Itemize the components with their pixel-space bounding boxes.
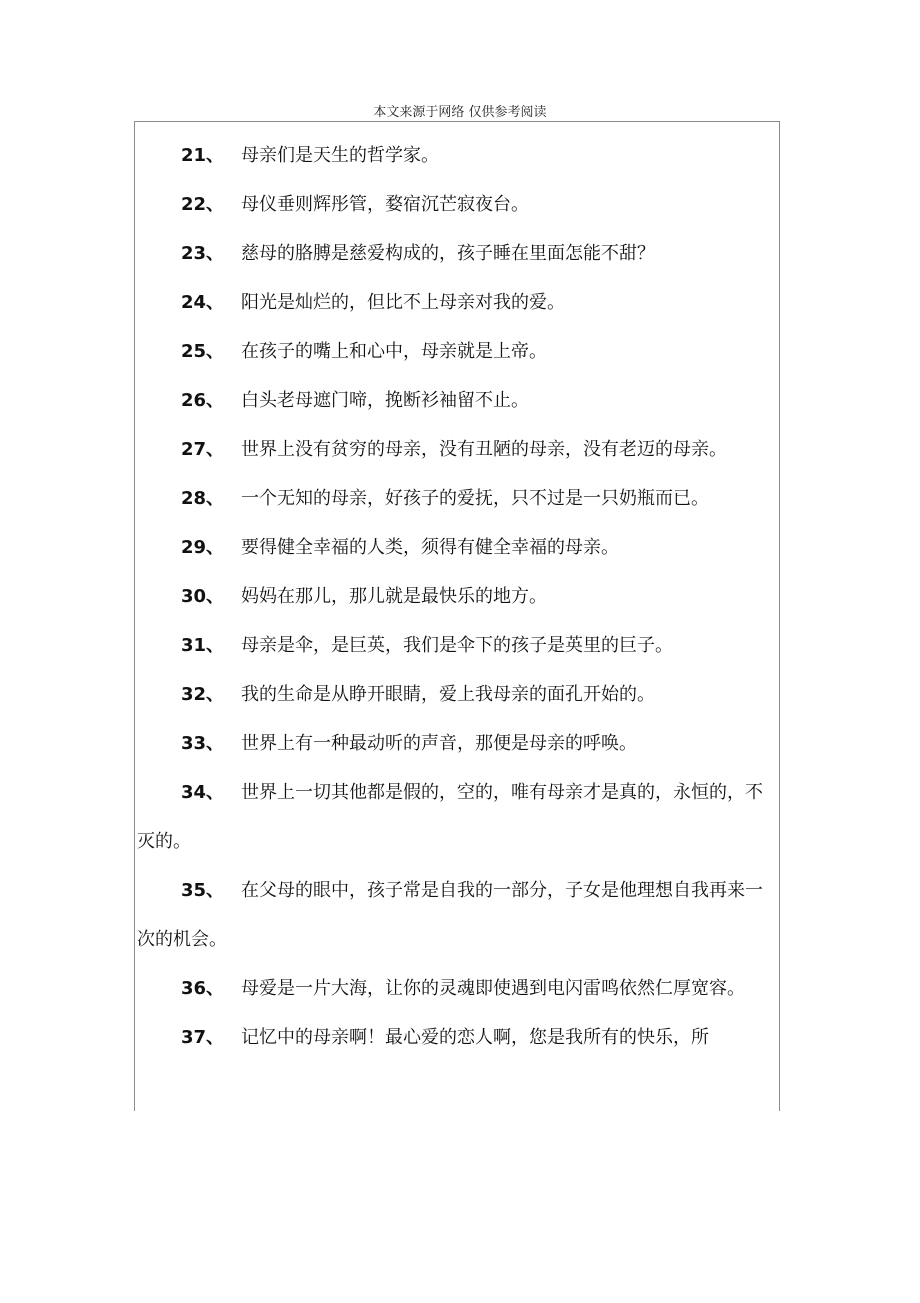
list-item [137, 180, 777, 229]
entry-text: 要得健全幸福的人类，须得有健全幸福的母亲。 [241, 537, 619, 558]
entry-number: 21、 [181, 145, 225, 166]
entry-text: 在孩子的嘴上和心中，母亲就是上帝。 [241, 341, 547, 362]
entry-number: 32、 [181, 684, 225, 705]
entry-text: 在父母的眼中，孩子常是自我的一部分，子女是他理想自我再来一次的机会。 [137, 880, 763, 950]
list-item [137, 523, 777, 572]
entry-number: 37、 [181, 1027, 225, 1048]
list-item [137, 278, 777, 327]
entry-text: 母亲们是天生的哲学家。 [241, 145, 439, 166]
entry-number: 23、 [181, 243, 225, 264]
entry-number: 27、 [181, 439, 225, 460]
entry-text: 一个无知的母亲，好孩子的爱抚，只不过是一只奶瓶而已。 [241, 488, 709, 509]
entry-text: 妈妈在那儿，那儿就是最快乐的地方。 [241, 586, 547, 607]
entry-text: 阳光是灿烂的，但比不上母亲对我的爱。 [241, 292, 565, 313]
list-item [137, 670, 777, 719]
entry-text: 白头老母遮门啼，挽断衫袖留不止。 [241, 390, 529, 411]
entry-text: 慈母的胳膊是慈爱构成的，孩子睡在里面怎能不甜？ [241, 243, 655, 264]
list-item [137, 964, 777, 1013]
entry-number: 36、 [181, 978, 225, 999]
list-item [137, 425, 777, 474]
entry-number: 22、 [181, 194, 225, 215]
entry-number: 28、 [181, 488, 225, 509]
entry-text: 世界上没有贫穷的母亲，没有丑陋的母亲，没有老迈的母亲。 [241, 439, 727, 460]
entry-text: 世界上一切其他都是假的，空的，唯有母亲才是真的，永恒的，不灭的。 [137, 782, 763, 852]
list-item [137, 866, 777, 964]
list-item [137, 376, 777, 425]
entry-number: 33、 [181, 733, 225, 754]
list-item [137, 327, 777, 376]
entry-text: 母爱是一片大海，让你的灵魂即使遇到电闪雷鸣依然仁厚宽容。 [241, 978, 745, 999]
list-item [137, 719, 777, 768]
entry-text: 记忆中的母亲啊！最心爱的恋人啊，您是我所有的快乐，所 [241, 1027, 709, 1048]
entry-number: 26、 [181, 390, 225, 411]
entry-text: 世界上有一种最动听的声音，那便是母亲的呼唤。 [241, 733, 637, 754]
entry-number: 24、 [181, 292, 225, 313]
list-item [137, 474, 777, 523]
list-item [137, 768, 777, 866]
list-item [137, 572, 777, 621]
entry-text: 母仪垂则辉彤管，婺宿沉芒寂夜台。 [241, 194, 529, 215]
entry-number: 34、 [181, 782, 225, 803]
list-item [137, 229, 777, 278]
list-item [137, 1013, 777, 1062]
list-item [137, 131, 777, 180]
entry-text: 母亲是伞，是巨英，我们是伞下的孩子是英里的巨子。 [241, 635, 673, 656]
entry-number: 29、 [181, 537, 225, 558]
quote-list [137, 131, 777, 1062]
entry-number: 25、 [181, 341, 225, 362]
list-item [137, 621, 777, 670]
entry-text: 我的生命是从睁开眼睛，爱上我母亲的面孔开始的。 [241, 684, 655, 705]
page-header: 本文来源于网络 仅供参考阅读 [373, 105, 547, 120]
entry-number: 31、 [181, 635, 225, 656]
entry-number: 35、 [181, 880, 225, 901]
content-frame [134, 121, 780, 1111]
entry-number: 30、 [181, 586, 225, 607]
